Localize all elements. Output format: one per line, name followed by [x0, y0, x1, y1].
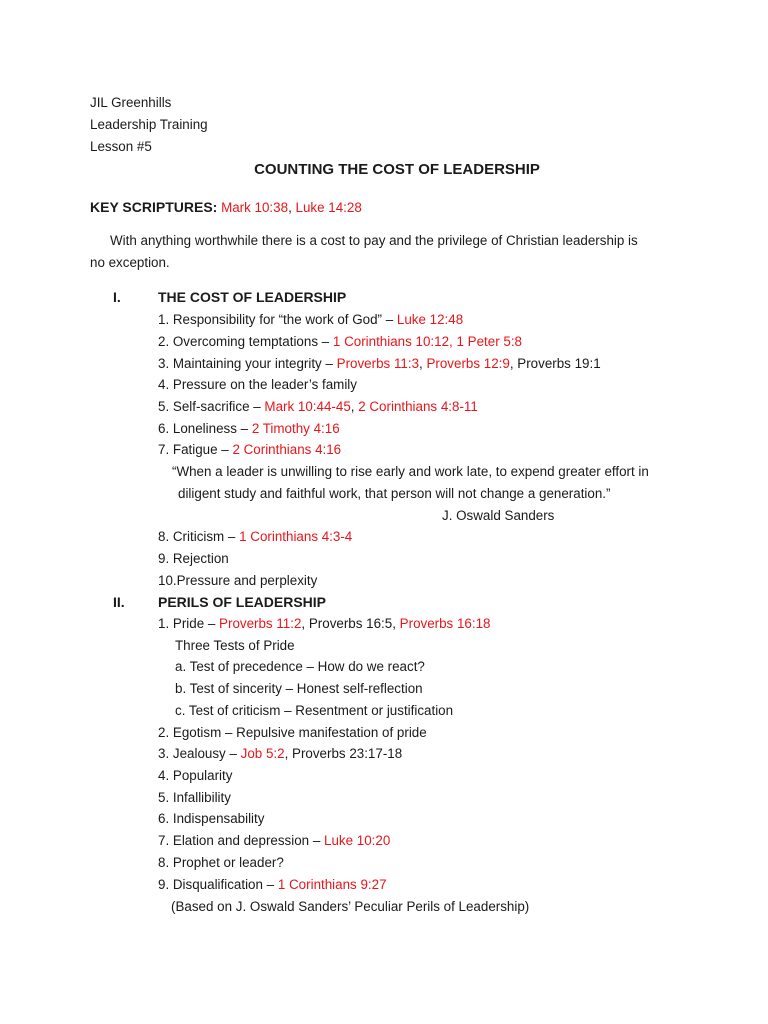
scripture-reference: Luke 14:28	[295, 200, 362, 215]
item-text: , Proverbs 19:1	[509, 356, 601, 371]
lesson-number: Lesson #5	[90, 139, 152, 154]
list-item	[158, 876, 387, 894]
list-item	[158, 767, 232, 785]
separator: ,	[350, 399, 359, 414]
list-item	[158, 528, 352, 546]
item-text: 4. Pressure on the leader’s family	[158, 377, 357, 392]
item-text: 8. Prophet or leader?	[158, 855, 284, 870]
list-item	[158, 550, 229, 568]
section-numeral: I.	[113, 289, 121, 305]
item-text: 7. Fatigue –	[158, 442, 233, 457]
list-item	[158, 724, 427, 742]
item-text: 1. Pride –	[158, 616, 220, 631]
intro-paragraph-line1: With anything worthwhile there is a cost to pay and the privilege of Christian leadership is	[110, 233, 638, 248]
scripture-reference: 1 Corinthians 9:27	[277, 877, 387, 892]
list-item	[158, 832, 390, 850]
item-text: 5. Self-sacrifice –	[158, 399, 265, 414]
scripture-reference: Proverbs 11:3	[336, 356, 420, 371]
scripture-reference: 2 Corinthians 4:8-11	[358, 399, 478, 414]
item-text: 3. Jealousy –	[158, 746, 241, 761]
list-item	[158, 810, 264, 828]
sublist-item: c. Test of criticism – Resentment or justification	[175, 703, 454, 718]
section-heading: THE COST OF LEADERSHIP	[158, 289, 347, 305]
list-item	[158, 398, 478, 416]
list-item	[158, 376, 357, 394]
item-text: 8. Criticism –	[158, 529, 240, 544]
page-title: COUNTING THE COST OF LEADERSHIP	[254, 161, 540, 178]
item-text: 7. Elation and depression –	[158, 833, 325, 848]
item-text: 5. Infallibility	[158, 790, 231, 805]
scripture-reference: Proverbs 11:2	[219, 616, 302, 631]
list-item	[158, 745, 402, 763]
item-text: 4. Popularity	[158, 768, 233, 783]
quote-line1: “When a leader is unwilling to rise early and work late, to expend greater effort in	[172, 464, 649, 479]
item-text: 1. Responsibility for “the work of God” –	[158, 312, 397, 327]
list-item	[158, 789, 231, 807]
scripture-reference: Luke 12:48	[396, 312, 464, 327]
item-text: 3. Maintaining your integrity –	[158, 356, 337, 371]
scripture-reference: Proverbs 12:9	[426, 356, 510, 371]
scripture-reference: Mark 10:38	[221, 200, 289, 215]
org-name: JIL Greenhills	[90, 95, 172, 110]
item-text: 6. Indispensability	[158, 811, 265, 826]
key-scriptures-label: KEY SCRIPTURES:	[90, 199, 218, 215]
quote-author: J. Oswald Sanders	[442, 508, 555, 523]
scripture-reference: Luke 10:20	[324, 833, 391, 848]
sublist-label: Three Tests of Pride	[175, 638, 295, 653]
intro-paragraph-line2: no exception.	[90, 255, 170, 270]
sublist-item: a. Test of precedence – How do we react?	[175, 659, 425, 674]
course-name: Leadership Training	[90, 117, 208, 132]
item-text: 2. Egotism – Repulsive manifestation of pride	[158, 725, 427, 740]
scripture-reference: Job 5:2	[240, 746, 285, 761]
item-text: 9. Disqualification –	[158, 877, 278, 892]
list-item	[158, 333, 522, 351]
list-item	[158, 441, 341, 459]
list-item	[158, 572, 317, 590]
separator: ,	[288, 200, 292, 215]
scripture-reference: Mark 10:44-45	[264, 399, 351, 414]
item-text: 2. Overcoming temptations –	[158, 334, 333, 349]
scripture-reference: 2 Timothy 4:16	[251, 421, 340, 436]
item-text: , Proverbs 16:5,	[301, 616, 400, 631]
scripture-reference: Proverbs 16:18	[399, 616, 491, 631]
scripture-reference: 1 Corinthians 10:12, 1 Peter 5:8	[332, 334, 522, 349]
item-text: 6. Loneliness –	[158, 421, 252, 436]
list-item	[158, 355, 601, 373]
list-item	[158, 615, 490, 633]
item-text: 10.Pressure and perplexity	[158, 573, 318, 588]
item-text: 9. Rejection	[158, 551, 229, 566]
separator: ,	[419, 356, 427, 371]
quote-line2: diligent study and faithful work, that person will not change a generation.”	[178, 486, 611, 501]
scripture-reference: 2 Corinthians 4:16	[232, 442, 342, 457]
list-item	[158, 420, 340, 438]
key-scriptures-line	[90, 198, 362, 217]
section-heading: PERILS OF LEADERSHIP	[158, 594, 327, 610]
list-item	[158, 311, 463, 329]
list-item	[158, 854, 284, 872]
item-text: , Proverbs 23:17-18	[284, 746, 403, 761]
section-numeral: II.	[113, 594, 125, 610]
scripture-reference: 1 Corinthians 4:3-4	[239, 529, 353, 544]
source-note: (Based on J. Oswald Sanders’ Peculiar Perils of Leadership)	[171, 899, 530, 914]
sublist-item: b. Test of sincerity – Honest self-reflection	[175, 681, 423, 696]
